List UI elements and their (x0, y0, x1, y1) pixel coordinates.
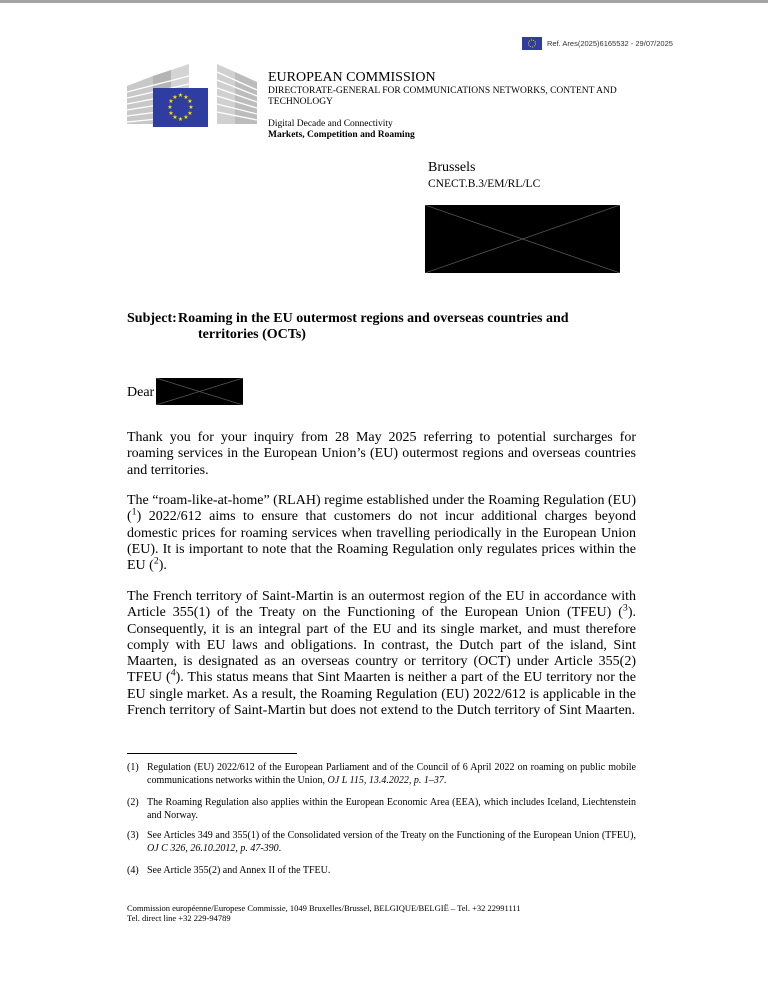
unit-name: Markets, Competition and Roaming (268, 130, 415, 140)
svg-text:★: ★ (168, 110, 174, 117)
footnote-separator (127, 753, 297, 754)
subject-line-2: territories (OCTs) (198, 327, 306, 342)
redacted-name (156, 378, 243, 405)
svg-text:★: ★ (183, 94, 189, 101)
svg-text:★: ★ (167, 104, 173, 111)
footnote-2 (127, 797, 636, 822)
paragraph-2: The “roam-like-at-home” (RLAH) regime established under the Roaming Regulation (EU) ($^1$) 2022/612 aims to ensure that customers do not incur additional charges beyond domestic prices for roaming services when travelling periodically in the European Union (EU). It is important to note that the Roaming Regulation only regulates prices within the EU ($^2$). (127, 493, 636, 574)
paragraph-1: Thank you for your inquiry from 28 May 2025 referring to potential surcharges for roaming services in the European Union’s (EU) outermost regions and overseas countries and territories. (127, 430, 636, 478)
footnote-ref-3: 3 (622, 602, 628, 614)
footer-address: Commission européenne/Europese Commissie, 1049 Bruxelles/Brussel, BELGIQUE/BELGIË – Tel. +32 22991111 (127, 903, 521, 913)
svg-text:★: ★ (187, 110, 193, 117)
place: Brussels (428, 160, 476, 175)
registration-stamp (522, 37, 673, 50)
directorate-general: DIRECTORATE-GENERAL FOR COMMUNICATIONS NETWORKS, CONTENT AND TECHNOLOGY (268, 86, 617, 107)
footnote-ref-2: 2 (153, 555, 159, 567)
svg-text:★: ★ (172, 94, 178, 101)
paragraph-3: The French territory of Saint-Martin is an outermost region of the EU in accordance with Article 355(1) of the Treaty on the Functioning of the European Union (TFEU) ($^3$). Consequently, it is an integral part of the EU and its single market, and must therefore comply with EU laws and obligations. In contrast, the Dutch part of the island, Sint Maarten, is designated as an overseas country or territory (OCT) under Article 355(2) TFEU ($^4$). This status means that Sint Maarten is neither a part of the EU territory nor the EU single market. As a result, the Roaming Regulation (EU) 2022/612 is applicable in the French territory of Saint-Martin but does not extend to the Dutch territory of Sint Maarten. (127, 589, 636, 719)
footnote-number: (1) (127, 762, 139, 773)
svg-text:★: ★ (187, 98, 193, 105)
svg-text:★: ★ (168, 98, 174, 105)
footnote-3 (127, 830, 636, 855)
footnote-text: See Articles 349 and 355(1) of the Consolidated version of the Treaty on the Functioning of the European Union (TFEU), OJ C 326, 26.10.2012, p. 47-390. (147, 830, 636, 854)
subject-label: Subject: (127, 311, 177, 326)
footnote-ref-4: 4 (170, 667, 176, 679)
footer-direct-line: Tel. direct line +32 229-94789 (127, 913, 231, 923)
eu-flag-icon (522, 37, 542, 50)
redaction-box (425, 205, 620, 273)
european-commission-logo (125, 64, 259, 128)
registration-ref: Ref. Ares(2025)6165532 - 29/07/2025 (547, 39, 673, 48)
footnote-1 (127, 762, 636, 787)
footnote-text: See Article 355(2) and Annex II of the TFEU. (147, 865, 331, 876)
footnote-number: (4) (127, 865, 139, 876)
footnote-4 (127, 865, 636, 878)
svg-text:★: ★ (172, 114, 178, 121)
top-border (0, 0, 768, 3)
file-reference: CNECT.B.3/EM/RL/LC (428, 178, 541, 190)
organisation-name: EUROPEAN COMMISSION (268, 70, 436, 85)
directorate-name: Digital Decade and Connectivity (268, 119, 393, 129)
svg-text:★: ★ (188, 104, 194, 111)
svg-text:★: ★ (177, 92, 184, 99)
footnote-text: Regulation (EU) 2022/612 of the European Parliament and of the Council of 6 April 2022 on roaming on public mobile communications networks within the Union, OJ L 115, 13.4.2022, p. 1–37. (147, 762, 636, 786)
footnote-number: (2) (127, 797, 139, 808)
subject-line-1: Roaming in the EU outermost regions and overseas countries and (178, 311, 569, 326)
svg-text:★: ★ (183, 114, 189, 121)
footnote-number: (3) (127, 830, 139, 841)
footnote-text: The Roaming Regulation also applies within the European Economic Area (EEA), which includes Iceland, Liechtenstein and Norway. (147, 797, 636, 821)
svg-text:★: ★ (177, 116, 184, 123)
salutation: Dear (127, 385, 155, 400)
footnote-ref-1: 1 (131, 506, 137, 518)
